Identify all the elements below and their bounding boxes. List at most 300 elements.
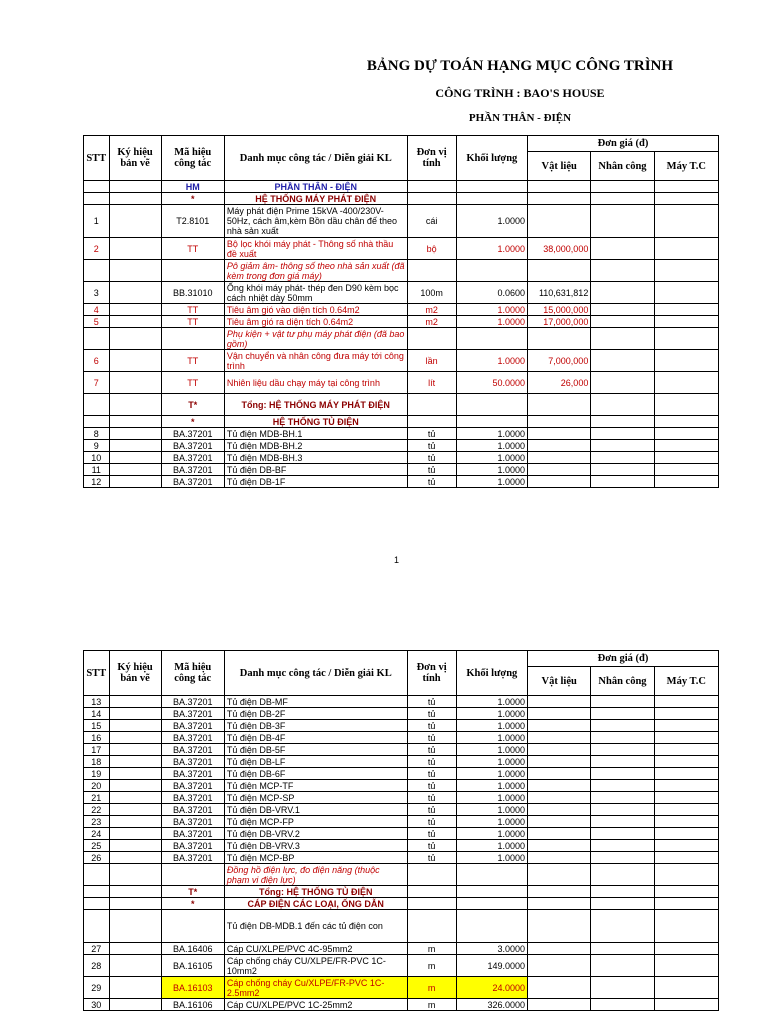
cell-stt: 25 bbox=[84, 840, 110, 852]
cell-stt bbox=[84, 898, 110, 910]
cell-don-vi: 100m bbox=[407, 282, 456, 304]
cell-ma-hieu: BA.37201 bbox=[161, 720, 224, 732]
cell-may-tc bbox=[654, 852, 718, 864]
cell-ma-hieu: * bbox=[161, 898, 224, 910]
table-row bbox=[84, 328, 719, 350]
cell-don-vi: tủ bbox=[407, 696, 456, 708]
cell-vat-lieu bbox=[528, 328, 591, 350]
cell-ky-hieu bbox=[109, 428, 161, 440]
cell-nhan-cong bbox=[591, 864, 654, 886]
cell-danh-muc: Máy phát điện Prime 15kVA -400/230V-50Hz, cách âm,kèm Bồn dầu chân đế theo nhà sản xuất bbox=[224, 205, 407, 238]
cell-don-vi: m bbox=[407, 943, 456, 955]
cell-vat-lieu bbox=[528, 720, 591, 732]
cell-don-vi: tủ bbox=[407, 708, 456, 720]
cell-stt: 17 bbox=[84, 744, 110, 756]
cell-ky-hieu bbox=[109, 316, 161, 328]
estimate-table-page-2 bbox=[83, 650, 719, 1011]
cell-ky-hieu bbox=[109, 238, 161, 260]
cell-ky-hieu bbox=[109, 350, 161, 372]
table-row bbox=[84, 732, 719, 744]
cell-danh-muc: Tủ điện MCP-TF bbox=[224, 780, 407, 792]
cell-may-tc bbox=[654, 452, 718, 464]
table-row bbox=[84, 372, 719, 394]
cell-ky-hieu bbox=[109, 804, 161, 816]
cell-ma-hieu: BA.37201 bbox=[161, 792, 224, 804]
cell-danh-muc: HỆ THỐNG TỦ ĐIỆN bbox=[224, 416, 407, 428]
cell-khoi-luong: 1.0000 bbox=[456, 696, 527, 708]
cell-stt bbox=[84, 394, 110, 416]
cell-don-vi: m2 bbox=[407, 304, 456, 316]
cell-vat-lieu bbox=[528, 452, 591, 464]
header-ma-hieu: Mã hiệu công tác bbox=[161, 136, 224, 181]
project-name: CÔNG TRÌNH : BAO'S HOUSE bbox=[435, 86, 605, 100]
cell-ky-hieu bbox=[109, 792, 161, 804]
cell-ma-hieu: TT bbox=[161, 304, 224, 316]
cell-danh-muc: Vận chuyển và nhân công đưa máy tới công trình bbox=[224, 350, 407, 372]
cell-ky-hieu bbox=[109, 816, 161, 828]
header-danh-muc: Danh mục công tác / Diễn giải KL bbox=[224, 136, 407, 181]
cell-don-vi bbox=[407, 260, 456, 282]
header-khoi-luong: Khối lượng bbox=[456, 651, 527, 696]
cell-may-tc bbox=[654, 792, 718, 804]
cell-nhan-cong bbox=[591, 304, 654, 316]
table-row bbox=[84, 464, 719, 476]
cell-stt: 9 bbox=[84, 440, 110, 452]
cell-may-tc bbox=[654, 708, 718, 720]
header-nhan-cong: Nhân công bbox=[591, 667, 654, 696]
cell-vat-lieu bbox=[528, 943, 591, 955]
cell-vat-lieu bbox=[528, 780, 591, 792]
table-row bbox=[84, 304, 719, 316]
cell-vat-lieu bbox=[528, 440, 591, 452]
cell-ky-hieu bbox=[109, 999, 161, 1011]
cell-khoi-luong bbox=[456, 328, 527, 350]
cell-stt bbox=[84, 193, 110, 205]
cell-vat-lieu bbox=[528, 828, 591, 840]
cell-nhan-cong bbox=[591, 696, 654, 708]
cell-don-vi bbox=[407, 193, 456, 205]
cell-khoi-luong bbox=[456, 394, 527, 416]
cell-ky-hieu bbox=[109, 394, 161, 416]
table-row bbox=[84, 428, 719, 440]
cell-khoi-luong: 1.0000 bbox=[456, 804, 527, 816]
cell-danh-muc: CÁP ĐIỆN CÁC LOẠI, ỐNG DẪN bbox=[224, 898, 407, 910]
cell-ky-hieu bbox=[109, 852, 161, 864]
cell-stt: 11 bbox=[84, 464, 110, 476]
table-row bbox=[84, 316, 719, 328]
cell-ky-hieu bbox=[109, 780, 161, 792]
cell-khoi-luong: 1.0000 bbox=[456, 780, 527, 792]
cell-vat-lieu bbox=[528, 792, 591, 804]
cell-may-tc bbox=[654, 328, 718, 350]
cell-ma-hieu: BA.37201 bbox=[161, 708, 224, 720]
cell-stt bbox=[84, 181, 110, 193]
cell-may-tc bbox=[654, 304, 718, 316]
cell-ky-hieu bbox=[109, 205, 161, 238]
cell-don-vi: tủ bbox=[407, 828, 456, 840]
table-row bbox=[84, 828, 719, 840]
cell-khoi-luong bbox=[456, 864, 527, 886]
cell-ma-hieu: BA.37201 bbox=[161, 816, 224, 828]
cell-ky-hieu bbox=[109, 977, 161, 999]
cell-may-tc bbox=[654, 910, 718, 943]
table-row bbox=[84, 260, 719, 282]
header-don-vi: Đơn vị tính bbox=[407, 136, 456, 181]
cell-ma-hieu: BA.37201 bbox=[161, 756, 224, 768]
cell-stt: 28 bbox=[84, 955, 110, 977]
cell-stt: 26 bbox=[84, 852, 110, 864]
cell-danh-muc: Phụ kiện + vật tư phụ máy phát điện (đã bao gồm) bbox=[224, 328, 407, 350]
cell-stt: 18 bbox=[84, 756, 110, 768]
cell-vat-lieu: 26,000 bbox=[528, 372, 591, 394]
cell-may-tc bbox=[654, 282, 718, 304]
cell-ma-hieu bbox=[161, 260, 224, 282]
cell-vat-lieu: 17,000,000 bbox=[528, 316, 591, 328]
table-row bbox=[84, 804, 719, 816]
header-vat-lieu: Vật liệu bbox=[528, 667, 591, 696]
table-row bbox=[84, 999, 719, 1011]
cell-vat-lieu bbox=[528, 394, 591, 416]
table-row bbox=[84, 708, 719, 720]
cell-don-vi: tủ bbox=[407, 732, 456, 744]
cell-ky-hieu bbox=[109, 840, 161, 852]
cell-may-tc bbox=[654, 476, 718, 488]
cell-may-tc bbox=[654, 440, 718, 452]
cell-khoi-luong: 1.0000 bbox=[456, 708, 527, 720]
table-row bbox=[84, 394, 719, 416]
cell-don-vi bbox=[407, 328, 456, 350]
section-name: PHẦN THÂN - ĐIỆN bbox=[468, 112, 572, 124]
cell-don-vi bbox=[407, 910, 456, 943]
cell-danh-muc: Tủ điện DB-3F bbox=[224, 720, 407, 732]
header-nhan-cong: Nhân công bbox=[591, 152, 654, 181]
cell-don-vi: tủ bbox=[407, 464, 456, 476]
cell-ma-hieu: * bbox=[161, 416, 224, 428]
cell-ma-hieu: BA.37201 bbox=[161, 828, 224, 840]
cell-ky-hieu bbox=[109, 193, 161, 205]
cell-may-tc bbox=[654, 955, 718, 977]
cell-don-vi: tủ bbox=[407, 804, 456, 816]
cell-ma-hieu: T* bbox=[161, 394, 224, 416]
cell-khoi-luong bbox=[456, 416, 527, 428]
cell-ma-hieu: BA.37201 bbox=[161, 464, 224, 476]
cell-don-vi bbox=[407, 886, 456, 898]
cell-danh-muc: Tủ điện MCP-SP bbox=[224, 792, 407, 804]
cell-danh-muc: PHẦN THÂN - ĐIỆN bbox=[224, 181, 407, 193]
cell-khoi-luong: 1.0000 bbox=[456, 205, 527, 238]
table-row bbox=[84, 886, 719, 898]
cell-may-tc bbox=[654, 372, 718, 394]
cell-don-vi: tủ bbox=[407, 816, 456, 828]
cell-don-vi: tủ bbox=[407, 428, 456, 440]
cell-khoi-luong: 1.0000 bbox=[456, 732, 527, 744]
cell-danh-muc: Tổng: HỆ THỐNG TỦ ĐIỆN bbox=[224, 886, 407, 898]
cell-may-tc bbox=[654, 732, 718, 744]
cell-ma-hieu: BA.37201 bbox=[161, 452, 224, 464]
table-row bbox=[84, 205, 719, 238]
cell-nhan-cong bbox=[591, 316, 654, 328]
cell-ma-hieu: BA.16406 bbox=[161, 943, 224, 955]
cell-danh-muc: Tổng: HỆ THỐNG MÁY PHÁT ĐIỆN bbox=[224, 394, 407, 416]
cell-nhan-cong bbox=[591, 780, 654, 792]
cell-stt bbox=[84, 260, 110, 282]
cell-nhan-cong bbox=[591, 977, 654, 999]
header-may-tc: Máy T.C bbox=[654, 667, 718, 696]
cell-ma-hieu: BA.37201 bbox=[161, 804, 224, 816]
cell-stt: 16 bbox=[84, 732, 110, 744]
cell-khoi-luong: 1.0000 bbox=[456, 440, 527, 452]
cell-ma-hieu: BA.16106 bbox=[161, 999, 224, 1011]
cell-stt: 20 bbox=[84, 780, 110, 792]
cell-danh-muc: Cáp chống cháy CU/XLPE/FR-PVC 1C-10mm2 bbox=[224, 955, 407, 977]
cell-vat-lieu bbox=[528, 756, 591, 768]
cell-khoi-luong bbox=[456, 181, 527, 193]
cell-may-tc bbox=[654, 260, 718, 282]
cell-vat-lieu bbox=[528, 999, 591, 1011]
cell-ky-hieu bbox=[109, 181, 161, 193]
cell-stt: 29 bbox=[84, 977, 110, 999]
cell-ky-hieu bbox=[109, 732, 161, 744]
cell-danh-muc: Cáp CU/XLPE/PVC 4C-95mm2 bbox=[224, 943, 407, 955]
cell-danh-muc: Tủ điện DB-1F bbox=[224, 476, 407, 488]
cell-khoi-luong bbox=[456, 886, 527, 898]
cell-danh-muc: HỆ THỐNG MÁY PHÁT ĐIỆN bbox=[224, 193, 407, 205]
cell-khoi-luong: 24.0000 bbox=[456, 977, 527, 999]
cell-don-vi: m2 bbox=[407, 316, 456, 328]
cell-danh-muc: Tủ điện DB-MDB.1 đến các tủ điện con bbox=[224, 910, 407, 943]
header-ky-hieu: Ký hiệu bản vẽ bbox=[109, 651, 161, 696]
cell-may-tc bbox=[654, 416, 718, 428]
cell-nhan-cong bbox=[591, 181, 654, 193]
cell-ma-hieu: BA.37201 bbox=[161, 780, 224, 792]
cell-may-tc bbox=[654, 744, 718, 756]
cell-ky-hieu bbox=[109, 304, 161, 316]
cell-danh-muc: Bộ lọc khói máy phát - Thông số nhà thầu đề xuất bbox=[224, 238, 407, 260]
cell-nhan-cong bbox=[591, 852, 654, 864]
cell-ma-hieu: TT bbox=[161, 316, 224, 328]
cell-nhan-cong bbox=[591, 816, 654, 828]
table-row bbox=[84, 476, 719, 488]
cell-danh-muc: Tủ điện DB-VRV.3 bbox=[224, 840, 407, 852]
cell-stt: 14 bbox=[84, 708, 110, 720]
estimate-table-page-1 bbox=[83, 135, 719, 488]
cell-nhan-cong bbox=[591, 732, 654, 744]
cell-don-vi: m bbox=[407, 955, 456, 977]
cell-don-vi: tủ bbox=[407, 852, 456, 864]
cell-vat-lieu: 110,631,812 bbox=[528, 282, 591, 304]
cell-don-vi: cái bbox=[407, 205, 456, 238]
cell-vat-lieu bbox=[528, 977, 591, 999]
cell-may-tc bbox=[654, 316, 718, 328]
cell-stt bbox=[84, 864, 110, 886]
cell-nhan-cong bbox=[591, 328, 654, 350]
table-row bbox=[84, 696, 719, 708]
cell-vat-lieu bbox=[528, 205, 591, 238]
table-row bbox=[84, 943, 719, 955]
cell-don-vi: m bbox=[407, 977, 456, 999]
cell-khoi-luong bbox=[456, 260, 527, 282]
cell-may-tc bbox=[654, 999, 718, 1011]
cell-ma-hieu: BA.37201 bbox=[161, 744, 224, 756]
header-ky-hieu: Ký hiệu bản vẽ bbox=[109, 136, 161, 181]
cell-don-vi: tủ bbox=[407, 792, 456, 804]
cell-nhan-cong bbox=[591, 416, 654, 428]
cell-stt: 19 bbox=[84, 768, 110, 780]
cell-khoi-luong: 1.0000 bbox=[456, 464, 527, 476]
cell-khoi-luong bbox=[456, 910, 527, 943]
cell-ma-hieu: BA.16103 bbox=[161, 977, 224, 999]
header-danh-muc: Danh mục công tác / Diễn giải KL bbox=[224, 651, 407, 696]
cell-ma-hieu: BA.37201 bbox=[161, 428, 224, 440]
cell-don-vi: tủ bbox=[407, 440, 456, 452]
cell-ma-hieu: T2.8101 bbox=[161, 205, 224, 238]
cell-danh-muc: Tủ điện DB-6F bbox=[224, 768, 407, 780]
cell-vat-lieu bbox=[528, 260, 591, 282]
cell-nhan-cong bbox=[591, 428, 654, 440]
cell-danh-muc: Nhiên liệu dầu chạy máy tại công trình bbox=[224, 372, 407, 394]
table-row bbox=[84, 864, 719, 886]
header-don-gia: Đơn giá (đ) bbox=[528, 651, 719, 667]
table-row bbox=[84, 768, 719, 780]
cell-khoi-luong: 1.0000 bbox=[456, 476, 527, 488]
cell-danh-muc: Tủ điện DB-BF bbox=[224, 464, 407, 476]
cell-khoi-luong: 1.0000 bbox=[456, 452, 527, 464]
cell-stt bbox=[84, 328, 110, 350]
cell-ky-hieu bbox=[109, 372, 161, 394]
table-row bbox=[84, 852, 719, 864]
cell-ma-hieu: TT bbox=[161, 350, 224, 372]
cell-nhan-cong bbox=[591, 440, 654, 452]
cell-nhan-cong bbox=[591, 350, 654, 372]
cell-danh-muc: Tủ điện DB-2F bbox=[224, 708, 407, 720]
table-row bbox=[84, 282, 719, 304]
cell-vat-lieu: 7,000,000 bbox=[528, 350, 591, 372]
cell-khoi-luong: 1.0000 bbox=[456, 840, 527, 852]
cell-ky-hieu bbox=[109, 910, 161, 943]
cell-ma-hieu: HM bbox=[161, 181, 224, 193]
page-number: 1 bbox=[394, 555, 400, 565]
cell-ky-hieu bbox=[109, 416, 161, 428]
header-stt: STT bbox=[84, 651, 110, 696]
cell-may-tc bbox=[654, 768, 718, 780]
cell-ky-hieu bbox=[109, 708, 161, 720]
cell-ma-hieu: * bbox=[161, 193, 224, 205]
cell-ky-hieu bbox=[109, 440, 161, 452]
cell-ma-hieu: BB.31010 bbox=[161, 282, 224, 304]
table-row bbox=[84, 452, 719, 464]
header-don-vi: Đơn vị tính bbox=[407, 651, 456, 696]
cell-stt bbox=[84, 886, 110, 898]
cell-ky-hieu bbox=[109, 768, 161, 780]
cell-ky-hieu bbox=[109, 886, 161, 898]
table-row bbox=[84, 910, 719, 943]
cell-vat-lieu bbox=[528, 732, 591, 744]
cell-khoi-luong: 50.0000 bbox=[456, 372, 527, 394]
document-title: BẢNG DỰ TOÁN HẠNG MỤC CÔNG TRÌNH bbox=[366, 58, 674, 74]
cell-ky-hieu bbox=[109, 756, 161, 768]
cell-nhan-cong bbox=[591, 886, 654, 898]
cell-stt: 5 bbox=[84, 316, 110, 328]
cell-ma-hieu: BA.37201 bbox=[161, 696, 224, 708]
cell-danh-muc: Tủ điện MCP-FP bbox=[224, 816, 407, 828]
cell-khoi-luong: 1.0000 bbox=[456, 792, 527, 804]
cell-nhan-cong bbox=[591, 394, 654, 416]
cell-may-tc bbox=[654, 350, 718, 372]
cell-vat-lieu bbox=[528, 852, 591, 864]
cell-khoi-luong: 326.0000 bbox=[456, 999, 527, 1011]
cell-vat-lieu bbox=[528, 910, 591, 943]
cell-don-vi: tủ bbox=[407, 840, 456, 852]
cell-don-vi: tủ bbox=[407, 720, 456, 732]
cell-nhan-cong bbox=[591, 205, 654, 238]
table-row bbox=[84, 440, 719, 452]
cell-may-tc bbox=[654, 464, 718, 476]
cell-stt: 13 bbox=[84, 696, 110, 708]
cell-danh-muc: Đồng hồ điện lực, đo điện năng (thuộc phạm vi điện lực) bbox=[224, 864, 407, 886]
cell-don-vi bbox=[407, 864, 456, 886]
cell-vat-lieu bbox=[528, 744, 591, 756]
cell-nhan-cong bbox=[591, 708, 654, 720]
cell-vat-lieu bbox=[528, 181, 591, 193]
cell-stt: 7 bbox=[84, 372, 110, 394]
cell-danh-muc: Tủ điện DB-LF bbox=[224, 756, 407, 768]
cell-may-tc bbox=[654, 804, 718, 816]
cell-khoi-luong: 1.0000 bbox=[456, 756, 527, 768]
cell-stt: 21 bbox=[84, 792, 110, 804]
cell-may-tc bbox=[654, 756, 718, 768]
cell-nhan-cong bbox=[591, 464, 654, 476]
header-vat-lieu: Vật liệu bbox=[528, 152, 591, 181]
cell-nhan-cong bbox=[591, 260, 654, 282]
cell-vat-lieu bbox=[528, 193, 591, 205]
cell-danh-muc: Tủ điện MCP-BP bbox=[224, 852, 407, 864]
cell-stt: 15 bbox=[84, 720, 110, 732]
cell-may-tc bbox=[654, 816, 718, 828]
cell-may-tc bbox=[654, 720, 718, 732]
cell-vat-lieu bbox=[528, 768, 591, 780]
cell-ma-hieu bbox=[161, 864, 224, 886]
cell-khoi-luong: 1.0000 bbox=[456, 816, 527, 828]
cell-nhan-cong bbox=[591, 476, 654, 488]
cell-ma-hieu bbox=[161, 328, 224, 350]
table-row bbox=[84, 181, 719, 193]
cell-may-tc bbox=[654, 840, 718, 852]
cell-may-tc bbox=[654, 828, 718, 840]
cell-may-tc bbox=[654, 886, 718, 898]
cell-ky-hieu bbox=[109, 328, 161, 350]
cell-ma-hieu: T* bbox=[161, 886, 224, 898]
cell-vat-lieu bbox=[528, 416, 591, 428]
table-row bbox=[84, 744, 719, 756]
cell-may-tc bbox=[654, 696, 718, 708]
header-khoi-luong: Khối lượng bbox=[456, 136, 527, 181]
cell-don-vi bbox=[407, 416, 456, 428]
table-row bbox=[84, 977, 719, 999]
cell-khoi-luong: 149.0000 bbox=[456, 955, 527, 977]
cell-ma-hieu: TT bbox=[161, 238, 224, 260]
cell-nhan-cong bbox=[591, 452, 654, 464]
cell-nhan-cong bbox=[591, 282, 654, 304]
cell-danh-muc: Tủ điện DB-4F bbox=[224, 732, 407, 744]
cell-ma-hieu: BA.37201 bbox=[161, 852, 224, 864]
cell-ma-hieu: BA.37201 bbox=[161, 440, 224, 452]
cell-stt: 6 bbox=[84, 350, 110, 372]
cell-danh-muc: Tiêu âm gió vào diện tích 0.64m2 bbox=[224, 304, 407, 316]
cell-vat-lieu bbox=[528, 696, 591, 708]
cell-vat-lieu bbox=[528, 816, 591, 828]
cell-don-vi: tủ bbox=[407, 476, 456, 488]
cell-stt: 30 bbox=[84, 999, 110, 1011]
